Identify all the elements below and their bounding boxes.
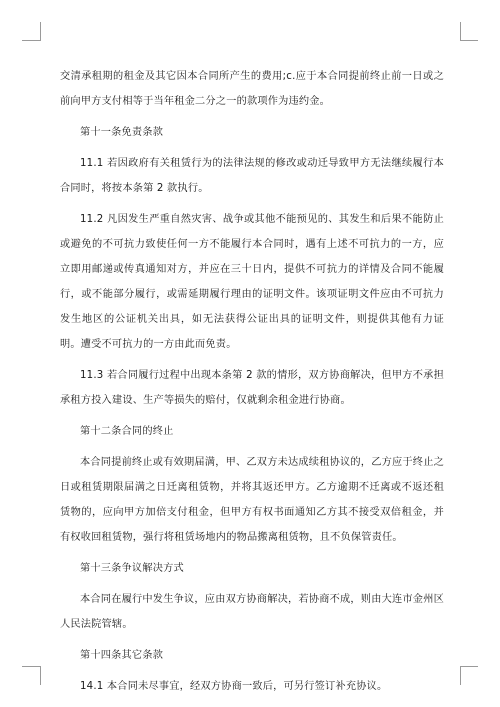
crop-mark-top-left [22, 40, 40, 41]
crop-mark-bottom-right [460, 666, 478, 667]
crop-mark-bottom-left [40, 666, 41, 685]
paragraph-11-1: 11.1 若因政府有关租赁行为的法律法规的修改或动迁导致甲方无法继续履行本合同时，将按本条第 2 款执行。 [60, 158, 444, 194]
crop-mark-bottom-right [460, 666, 461, 685]
crop-mark-top-right [460, 22, 461, 41]
paragraph-12: 本合同提前终止或有效期届满，甲、乙双方未达成续租协议的，乙方应于终止之日或租赁期限届满之日迁离租赁物，并将其返还甲方。乙方逾期不迁离或不返还租赁物的，应向甲方加倍支付租金，但甲方有权书面通知乙方其不接受双倍租金，并有权收回租赁物，强行将租赁场地内的物品搬离租赁物，且不负保管责任。 [60, 457, 444, 543]
document-body [60, 64, 444, 705]
crop-mark-bottom-left [22, 666, 40, 667]
heading-article-14: 第十四条其它条款 [80, 650, 164, 661]
paragraph-11-3: 11.3 若合同履行过程中出现本条第 2 款的情形，双方协商解决，但甲方不承担承租方投入建设、生产等损失的赔付，仅就剩余租金进行协商。 [60, 370, 444, 406]
paragraph-14-1: 14.1 本合同未尽事宜，经双方协商一致后，可另行签订补充协议。 [80, 681, 388, 692]
crop-mark-top-right [460, 40, 478, 41]
paragraph-11-2: 11.2 凡因发生严重自然灾害、战争或其他不能预见的、其发生和后果不能防止或避免的不可抗力致使任何一方不能履行本合同时，遇有上述不可抗力的一方，应立即用邮递或传真通知对方，并应在三十日内，提供不可抗力的详情及合同不能履行，或不能部分履行，或需延期履行理由的证明文件。该项证明文件应由不可抗力发生地区的公证机关出具，如无法获得公证出具的证明文件，则提供其他有力证明。遭受不可抗力的一方由此而免责。 [60, 214, 444, 350]
heading-article-13: 第十三条争议解决方式 [80, 563, 184, 574]
heading-article-12: 第十二条合同的终止 [80, 426, 174, 437]
paragraph-continuation: 交清承租期的租金及其它因本合同所产生的费用;c.应于本合同提前终止前一日或之前向甲方支付相等于当年租金二分之一的款项作为违约金。 [60, 71, 444, 107]
crop-mark-top-left [40, 22, 41, 41]
paragraph-13: 本合同在履行中发生争议，应由双方协商解决，若协商不成，则由大连市金州区人民法院管辖。 [60, 594, 444, 630]
heading-article-11: 第十一条免责条款 [80, 127, 164, 138]
